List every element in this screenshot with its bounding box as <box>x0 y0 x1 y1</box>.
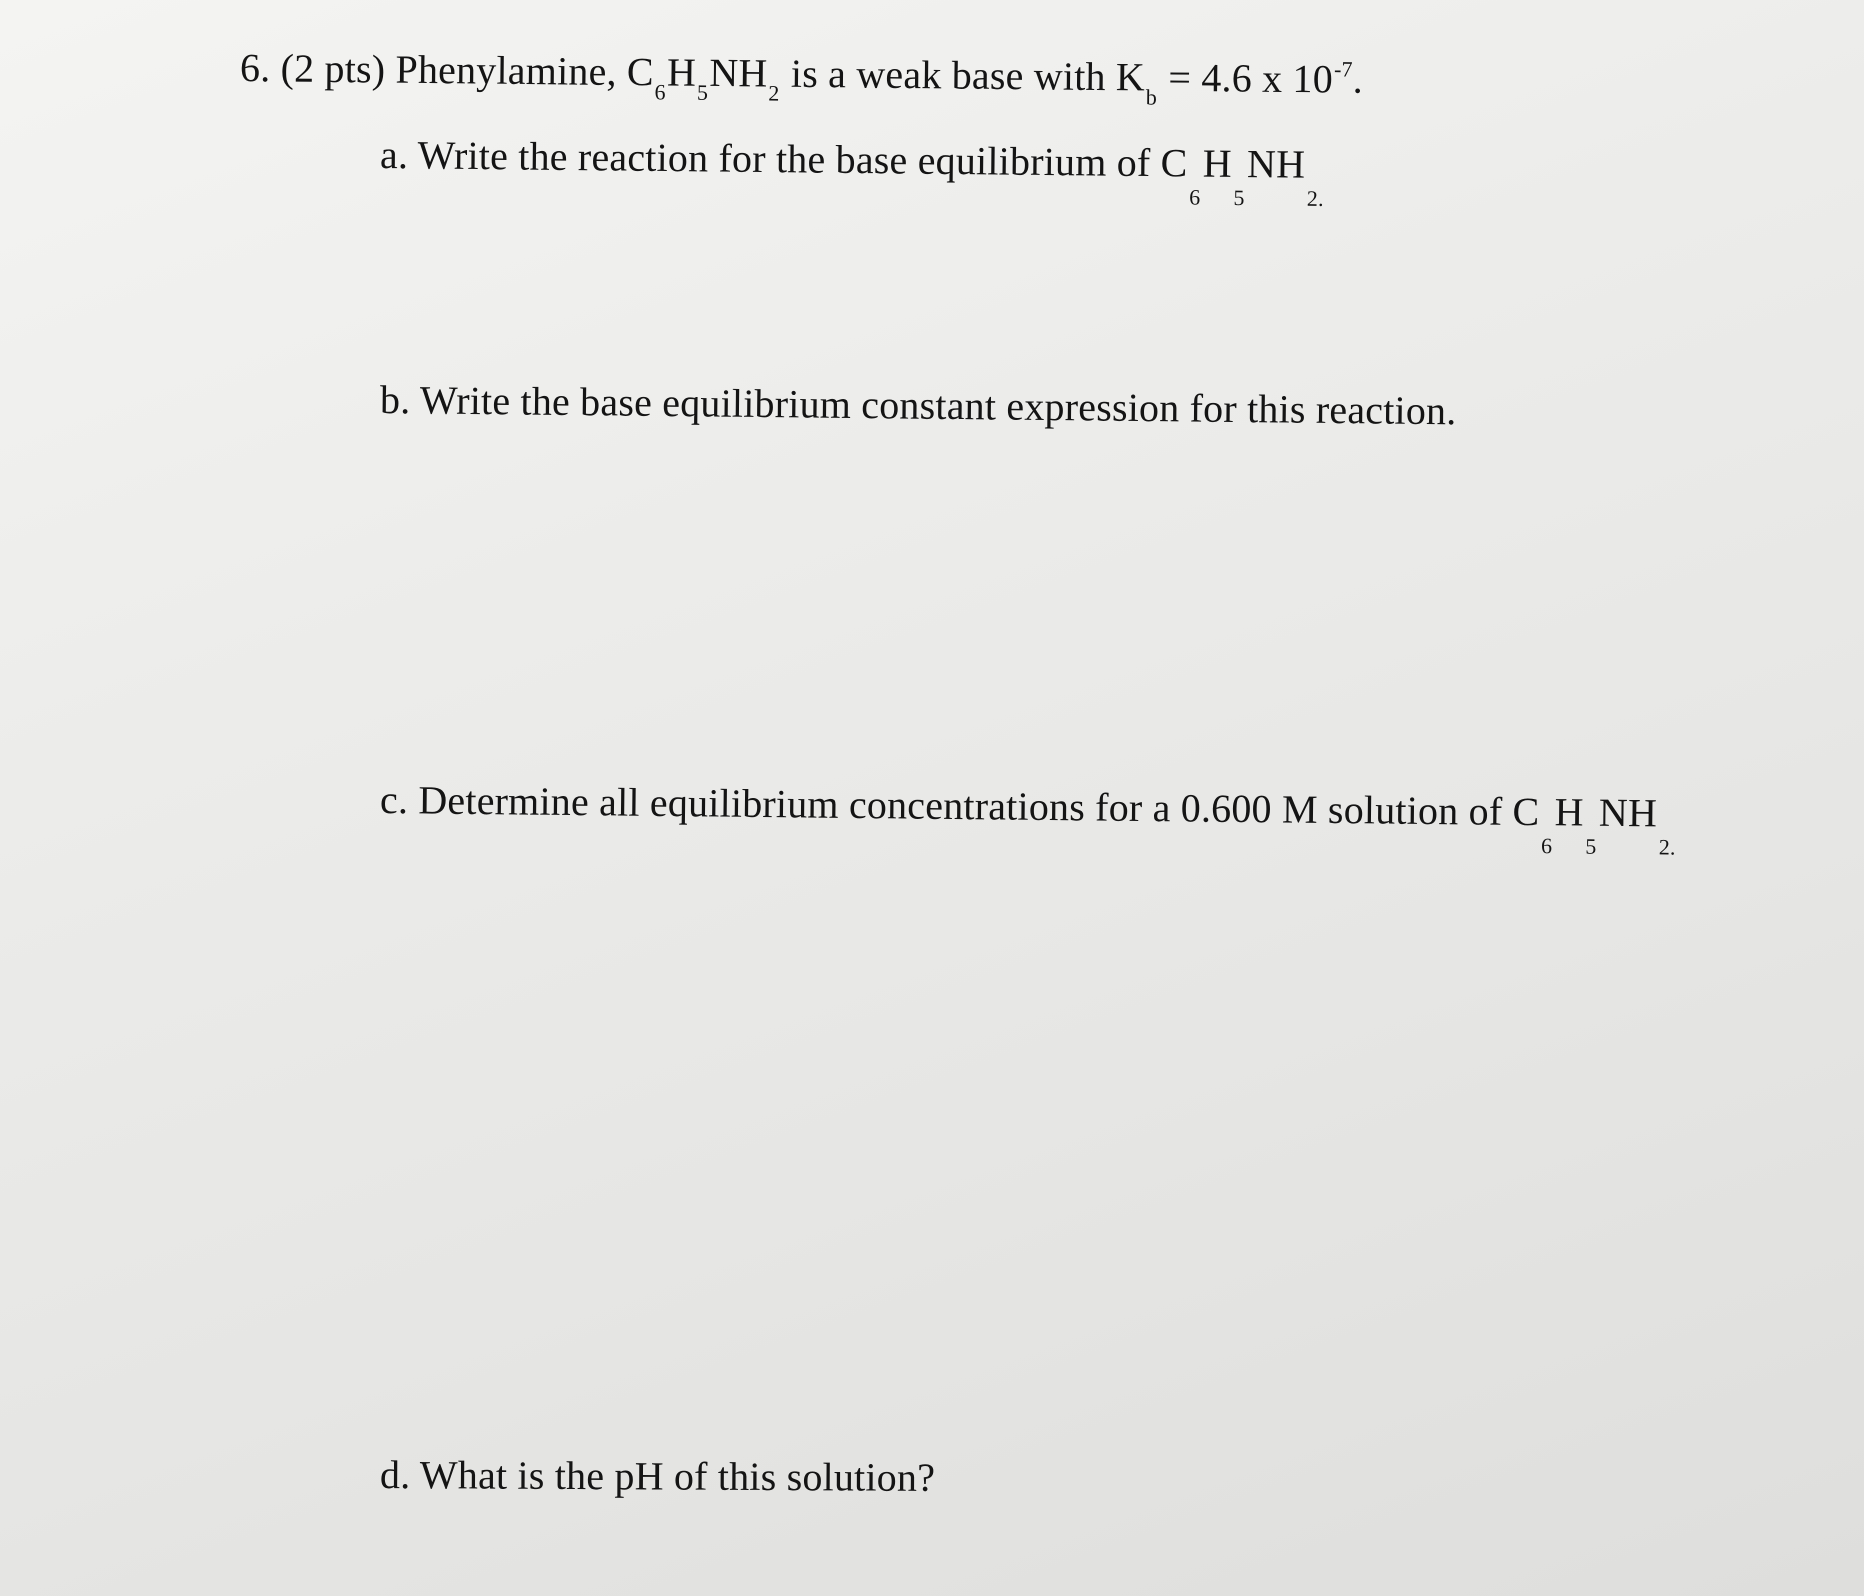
subscript-6: 6 <box>654 79 666 105</box>
amine-group: NH <box>709 49 768 96</box>
part-b-text: b. Write the base equilibrium constant expression for this reaction. <box>379 377 1457 434</box>
subscript-2: 2. <box>1306 185 1324 211</box>
subscript-b: b <box>1145 84 1158 110</box>
part-a <box>379 132 1327 211</box>
part-d-text: d. What is the pH of this solution? <box>379 1452 936 1500</box>
part-c-text: c. Determine all equilibrium concentrations for a 0.600 M solution of C <box>379 777 1540 835</box>
question-end: . <box>1352 56 1364 102</box>
amine-group: NH <box>1246 141 1306 187</box>
subscript-5: 5 <box>696 79 709 105</box>
part-a-text: a. Write the reaction for the base equilibrium of C <box>379 132 1188 186</box>
hydrogen-symbol: H <box>666 49 697 95</box>
amine-group: NH <box>1598 789 1658 836</box>
subscript-2: 2 <box>768 80 780 106</box>
subscript-6: 6 <box>1189 184 1201 210</box>
hydrogen-symbol: H <box>1554 789 1584 835</box>
subscript-5: 5 <box>1585 833 1597 859</box>
subscript-5: 5 <box>1233 184 1245 211</box>
hydrogen-symbol: H <box>1202 140 1233 186</box>
part-b <box>379 377 1457 434</box>
part-d <box>379 1452 936 1500</box>
exponent: -7 <box>1333 56 1353 82</box>
question-6-heading <box>239 45 1364 110</box>
bleed-through-text <box>519 230 535 281</box>
subscript-2: 2. <box>1658 834 1676 860</box>
question-lead: 6. (2 pts) Phenylamine, C <box>239 45 655 95</box>
kb-value: = 4.6 x 10 <box>1157 54 1334 102</box>
part-c <box>379 777 1678 860</box>
question-middle: is a weak base with K <box>780 50 1146 100</box>
subscript-6: 6 <box>1540 833 1553 859</box>
